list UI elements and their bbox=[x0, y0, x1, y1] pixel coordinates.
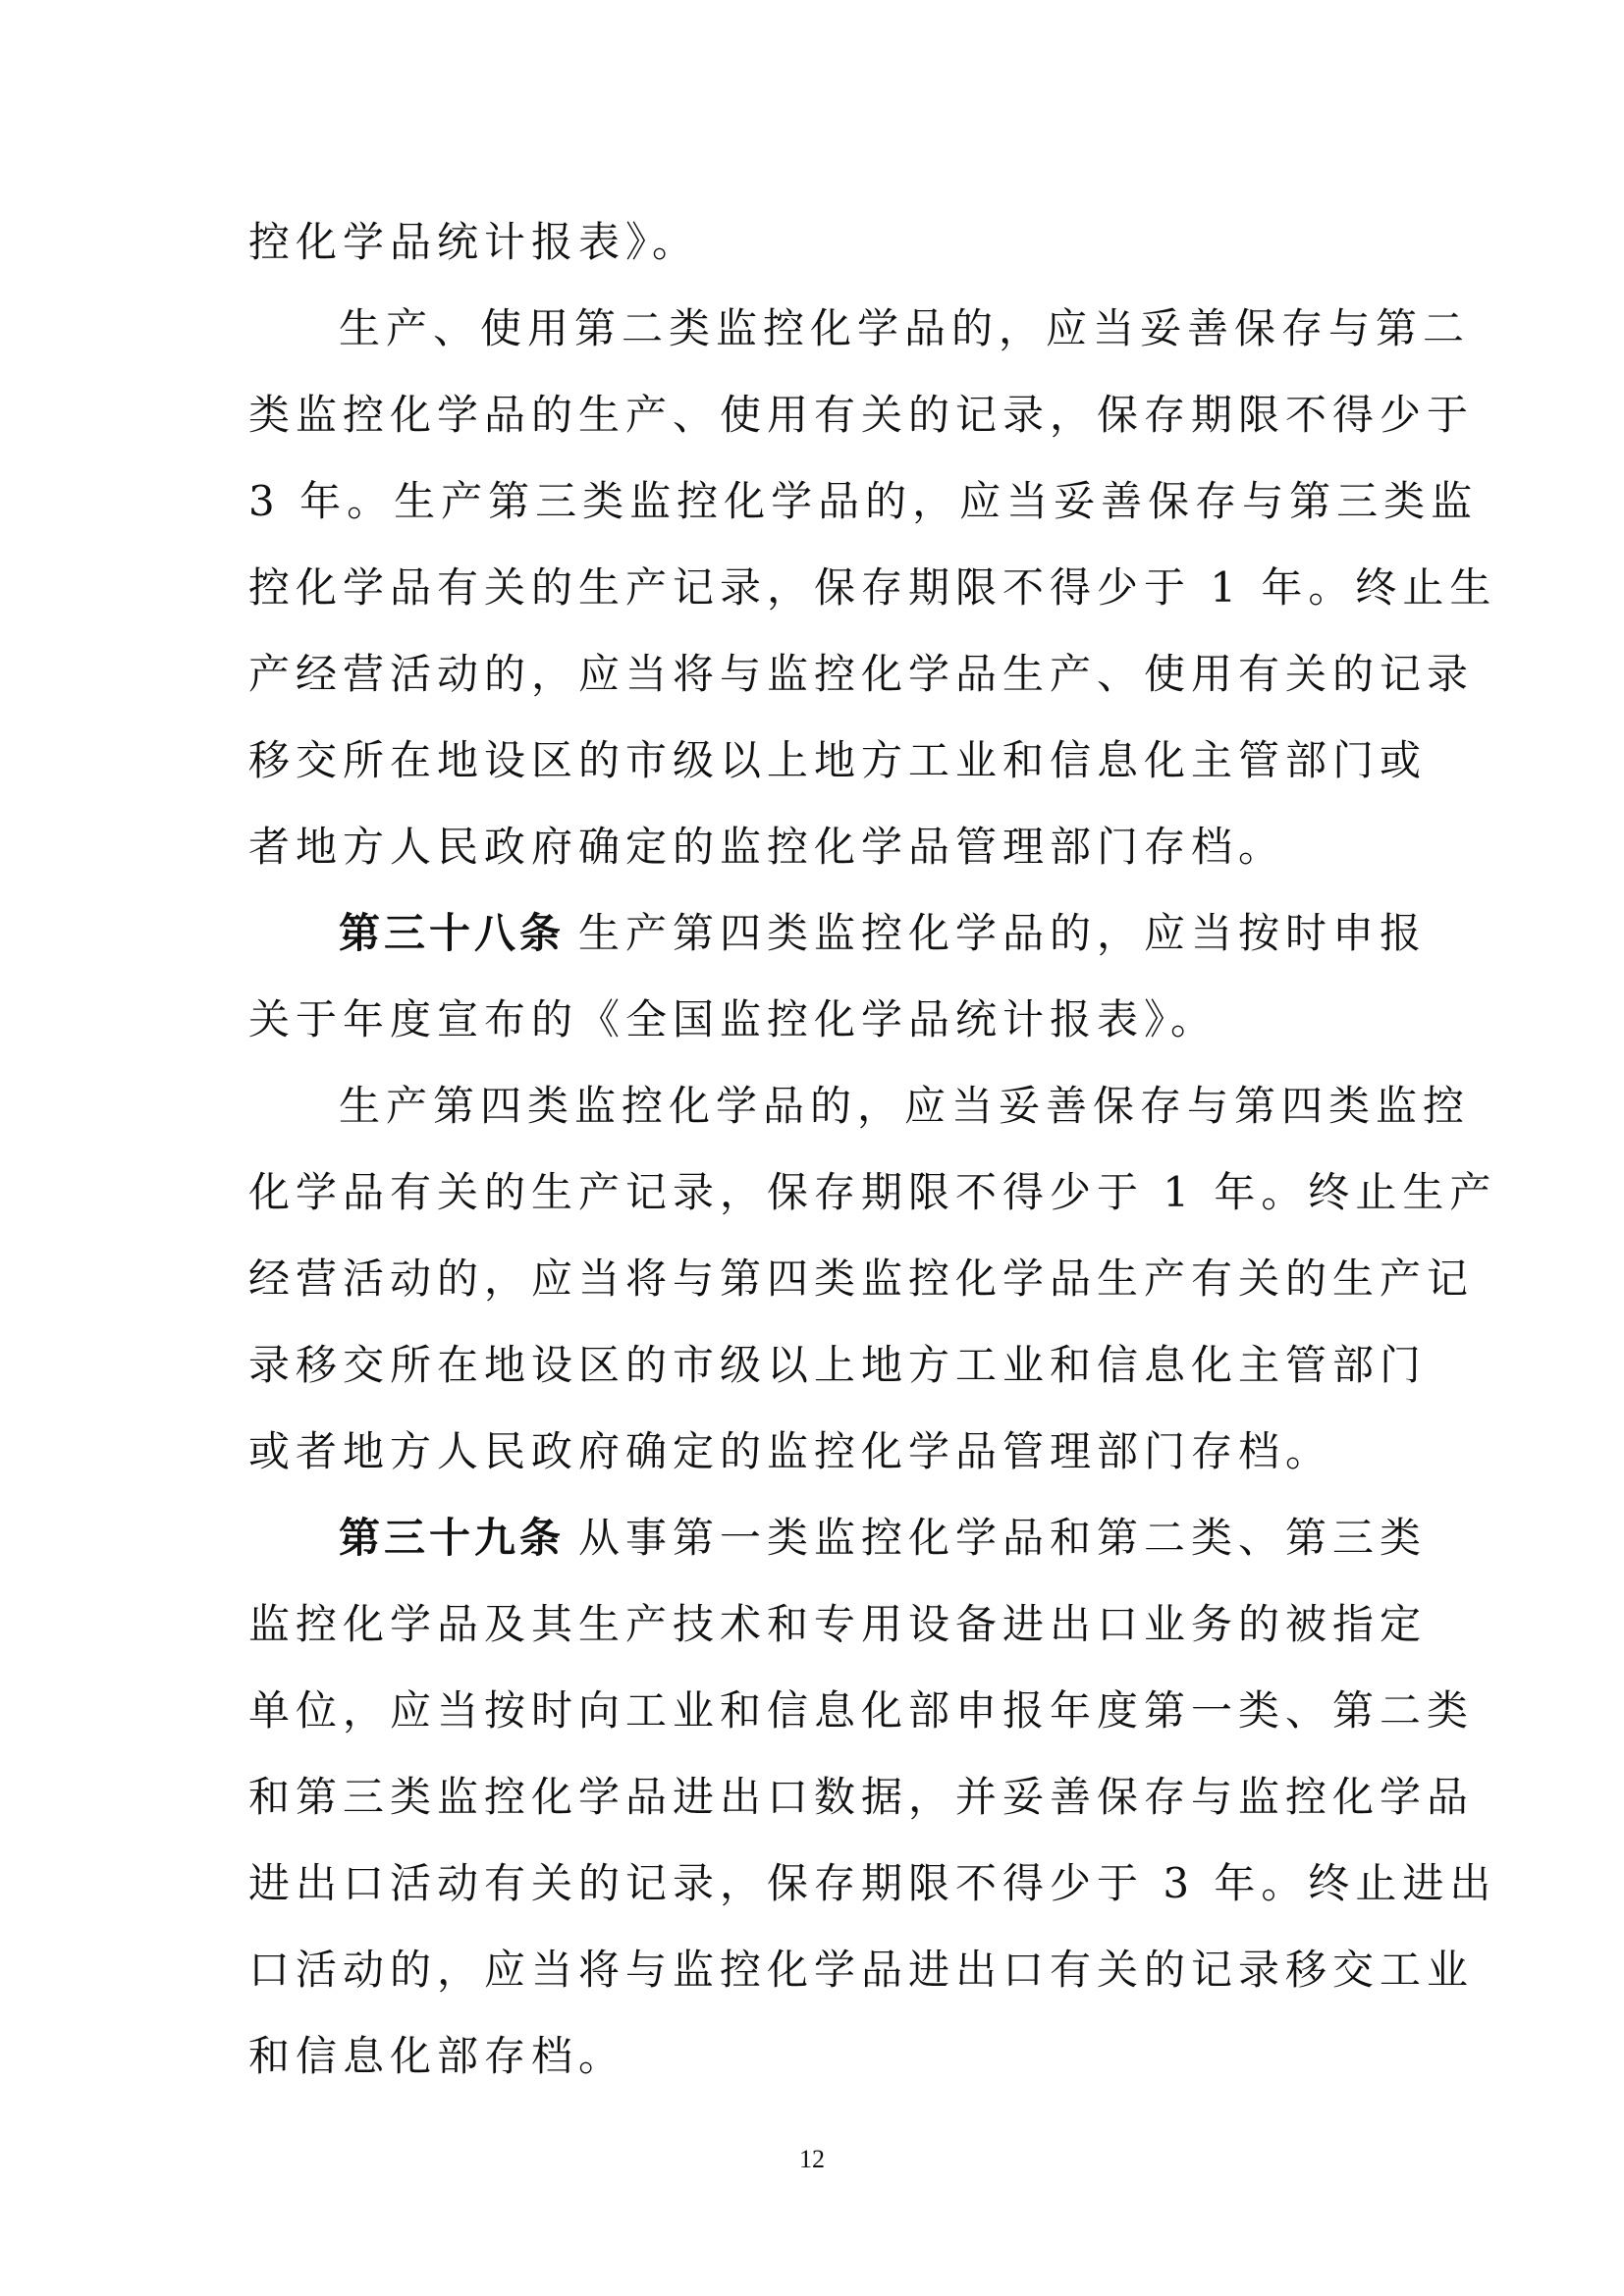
paragraph-line: 生产第四类监控化学品的，应当妥善保存与第四类监控 bbox=[339, 1082, 1471, 1130]
paragraph-line: 经营活动的，应当将与第四类监控化学品生产有关的生产记 bbox=[248, 1255, 1475, 1303]
paragraph-line: 单位，应当按时向工业和信息化部申报年度第一类、第二类 bbox=[248, 1686, 1475, 1735]
paragraph-line: 口活动的，应当将与监控化学品进出口有关的记录移交工业 bbox=[248, 1946, 1475, 1994]
paragraph-line: 关于年度宣布的《全国监控化学品统计报表》。 bbox=[248, 995, 1218, 1043]
paragraph-line: 化学品有关的生产记录，保存期限不得少于 1 年。终止生产 bbox=[248, 1168, 1497, 1216]
article-38-text: 生产第四类监控化学品的，应当按时申报 bbox=[578, 909, 1428, 957]
paragraph-line: 录移交所在地设区的市级以上地方工业和信息化主管部门 bbox=[248, 1341, 1428, 1389]
article-39-title: 第三十九条 bbox=[339, 1514, 566, 1562]
paragraph-line: 3 年。生产第三类监控化学品的，应当妥善保存与第三类监 bbox=[248, 477, 1479, 525]
paragraph-line: 或者地方人民政府确定的监控化学品管理部门存档。 bbox=[248, 1427, 1333, 1475]
article-39-text: 从事第一类监控化学品和第二类、第三类 bbox=[578, 1514, 1428, 1562]
paragraph-line: 者地方人民政府确定的监控化学品管理部门存档。 bbox=[248, 823, 1286, 871]
paragraph-line: 进出口活动有关的记录，保存期限不得少于 3 年。终止进出 bbox=[248, 1859, 1497, 1907]
paragraph-line: 监控化学品及其生产技术和专用设备进出口业务的被指定 bbox=[248, 1600, 1428, 1648]
article-38-line bbox=[339, 890, 1428, 977]
paragraph-line: 和第三类监控化学品进出口数据，并妥善保存与监控化学品 bbox=[248, 1773, 1475, 1821]
paragraph-line: 移交所在地设区的市级以上地方工业和信息化主管部门或 bbox=[248, 736, 1428, 784]
paragraph-line: 控化学品有关的生产记录，保存期限不得少于 1 年。终止生 bbox=[248, 563, 1497, 612]
paragraph-line: 和信息化部存档。 bbox=[248, 2032, 626, 2080]
paragraph-line: 生产、使用第二类监控化学品的，应当妥善保存与第二 bbox=[339, 304, 1471, 352]
article-39-line bbox=[339, 1495, 1428, 1581]
paragraph-line: 控化学品统计报表》。 bbox=[248, 218, 700, 266]
paragraph-line: 类监控化学品的生产、使用有关的记录，保存期限不得少于 bbox=[248, 391, 1475, 439]
article-38-title: 第三十八条 bbox=[339, 909, 566, 957]
paragraph-line: 产经营活动的，应当将与监控化学品生产、使用有关的记录 bbox=[248, 650, 1475, 698]
page-number: 12 bbox=[799, 2145, 825, 2173]
